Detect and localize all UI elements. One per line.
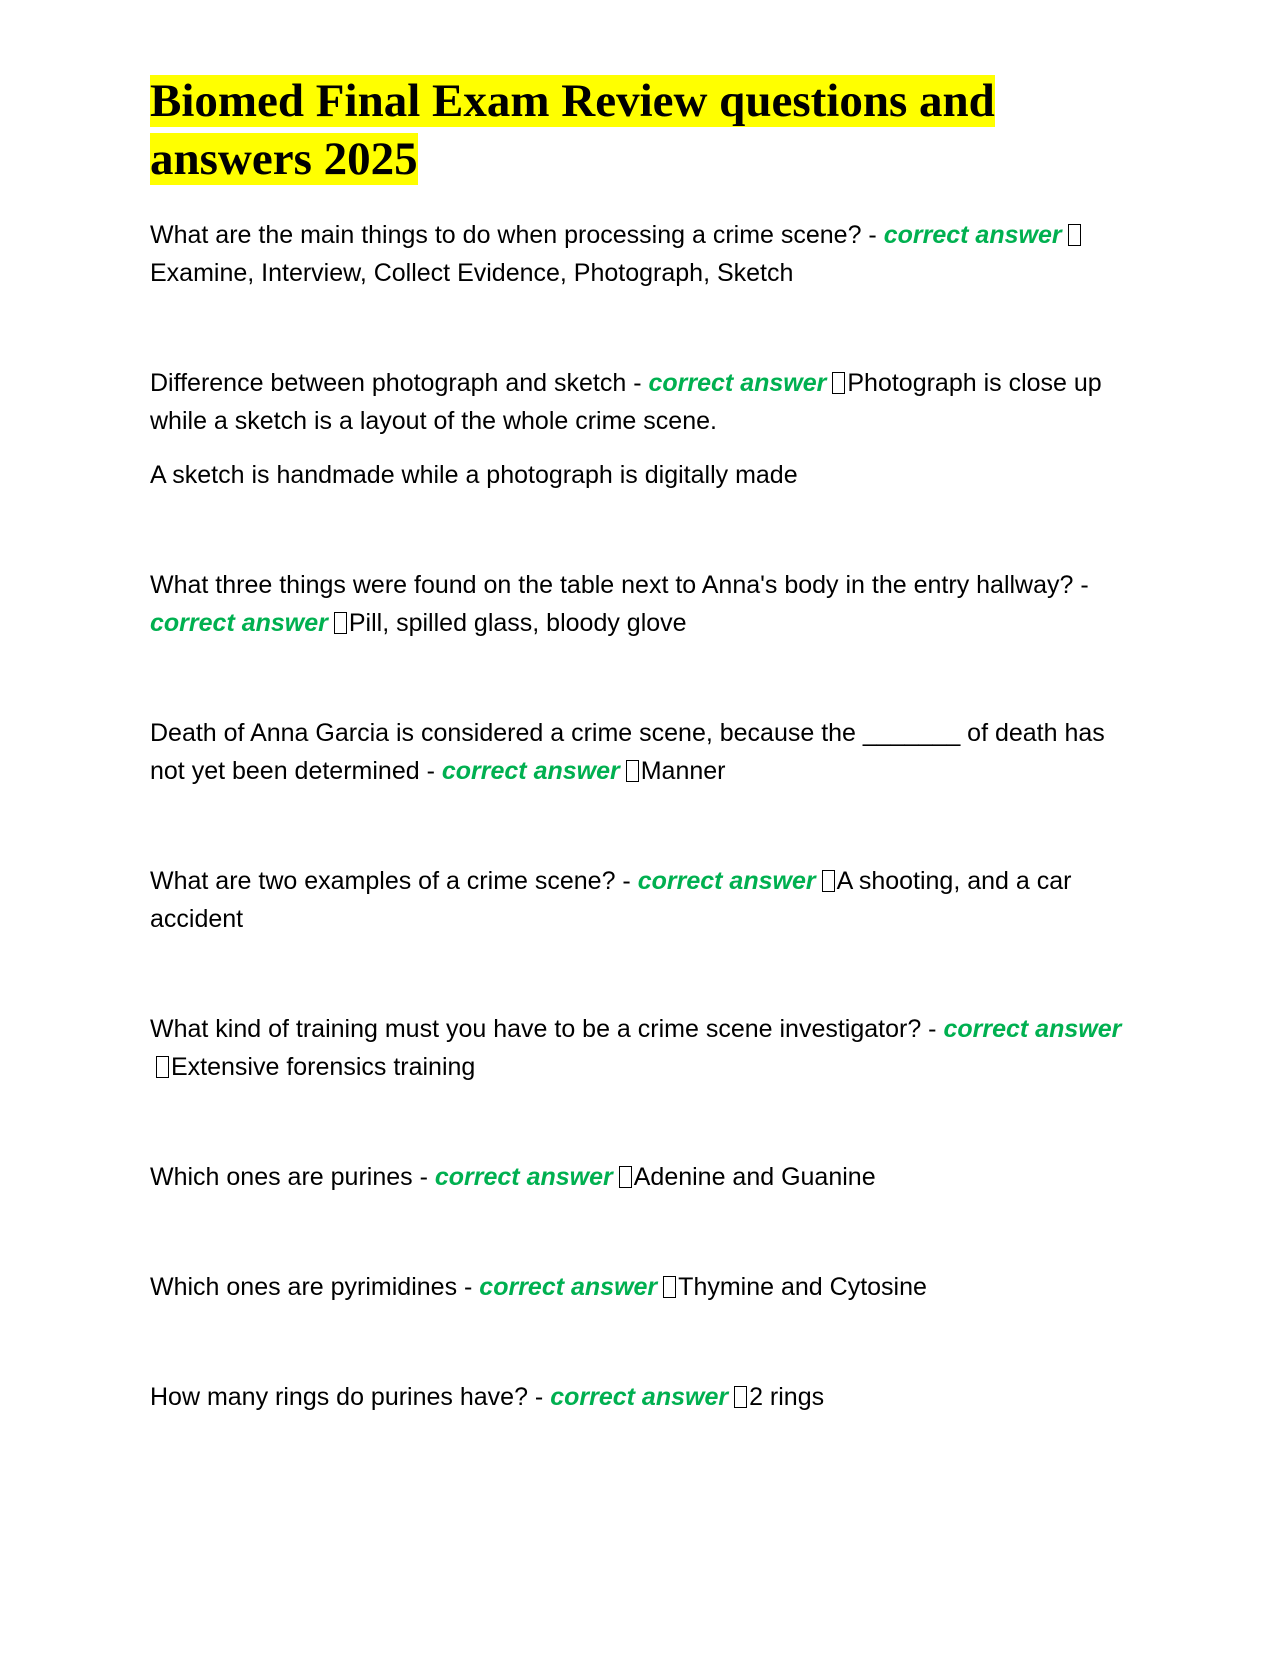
qa-item xyxy=(150,1158,1130,1196)
question-text: What are the main things to do when processing a crime scene? - xyxy=(150,221,884,249)
qa-item xyxy=(150,216,1130,292)
qa-paragraph xyxy=(150,1268,1130,1306)
item-spacer xyxy=(150,642,1130,714)
qa-list xyxy=(150,216,1130,1416)
correct-answer-label: correct answer xyxy=(637,867,816,895)
question-text: What kind of training must you have to be a crime scene investigator? - xyxy=(150,1015,944,1043)
correct-answer-label: correct answer xyxy=(648,369,827,397)
missing-glyph-icon xyxy=(156,1056,169,1078)
missing-glyph-icon xyxy=(734,1386,747,1408)
correct-answer-label: correct answer xyxy=(150,609,328,637)
qa-paragraph xyxy=(150,862,1130,938)
answer-text: Adenine and Guanine xyxy=(633,1163,876,1191)
correct-answer-label: correct answer xyxy=(550,1383,729,1411)
item-spacer xyxy=(150,938,1130,1010)
answer-text: Manner xyxy=(640,757,726,785)
missing-glyph-icon xyxy=(334,612,347,634)
item-spacer xyxy=(150,1196,1130,1268)
qa-paragraph xyxy=(150,714,1130,790)
correct-answer-label: correct answer xyxy=(441,757,620,785)
qa-item xyxy=(150,1378,1130,1416)
item-spacer xyxy=(150,1306,1130,1378)
missing-glyph-icon xyxy=(822,870,835,892)
qa-paragraph xyxy=(150,566,1130,642)
correct-answer-label: correct answer xyxy=(434,1163,613,1191)
qa-item xyxy=(150,714,1130,790)
answer-text: Photograph is close up while a sketch is a layout of the whole crime scene. xyxy=(150,369,1102,435)
item-spacer xyxy=(150,1086,1130,1158)
question-text: Which ones are pyrimidines - xyxy=(150,1273,480,1301)
question-text: How many rings do purines have? - xyxy=(150,1383,551,1411)
qa-item xyxy=(150,862,1130,938)
qa-paragraph xyxy=(150,1010,1130,1086)
answer-text: A shooting, and a car accident xyxy=(150,867,1072,933)
item-spacer xyxy=(150,292,1130,364)
answer-text: 2 rings xyxy=(749,1383,825,1411)
answer-extra-text: A sketch is handmade while a photograph is digitally made xyxy=(150,461,798,489)
document-page xyxy=(150,72,1130,1416)
answer-text: Thymine and Cytosine xyxy=(678,1273,927,1301)
missing-glyph-icon xyxy=(1068,224,1081,246)
question-text: Difference between photograph and sketch - xyxy=(150,369,649,397)
question-text: Death of Anna Garcia is considered a crime scene, because the _______ of death has not yet been determined - xyxy=(150,719,1105,785)
question-text: Which ones are purines - xyxy=(150,1163,435,1191)
question-text: What are two examples of a crime scene? - xyxy=(150,867,638,895)
missing-glyph-icon xyxy=(619,1166,632,1188)
document-title: Biomed Final Exam Review questions and answers 2025 xyxy=(150,75,995,185)
item-spacer xyxy=(150,494,1130,566)
correct-answer-label: correct answer xyxy=(943,1015,1122,1043)
qa-item xyxy=(150,1268,1130,1306)
missing-glyph-icon xyxy=(832,372,845,394)
missing-glyph-icon xyxy=(626,760,639,782)
question-text: What three things were found on the table next to Anna's body in the entry hallway? - xyxy=(150,571,1089,599)
answer-text: Extensive forensics training xyxy=(171,1053,476,1081)
qa-paragraph xyxy=(150,1158,1130,1196)
qa-item xyxy=(150,364,1130,494)
qa-paragraph xyxy=(150,1378,1130,1416)
correct-answer-label: correct answer xyxy=(479,1273,658,1301)
qa-item xyxy=(150,566,1130,642)
correct-answer-label: correct answer xyxy=(883,221,1062,249)
qa-paragraph xyxy=(150,364,1130,440)
missing-glyph-icon xyxy=(663,1276,676,1298)
qa-paragraph xyxy=(150,216,1130,292)
item-spacer xyxy=(150,790,1130,862)
answer-text: Pill, spilled glass, bloody glove xyxy=(348,609,687,637)
qa-item xyxy=(150,1010,1130,1086)
answer-text: Examine, Interview, Collect Evidence, Photograph, Sketch xyxy=(150,259,794,287)
